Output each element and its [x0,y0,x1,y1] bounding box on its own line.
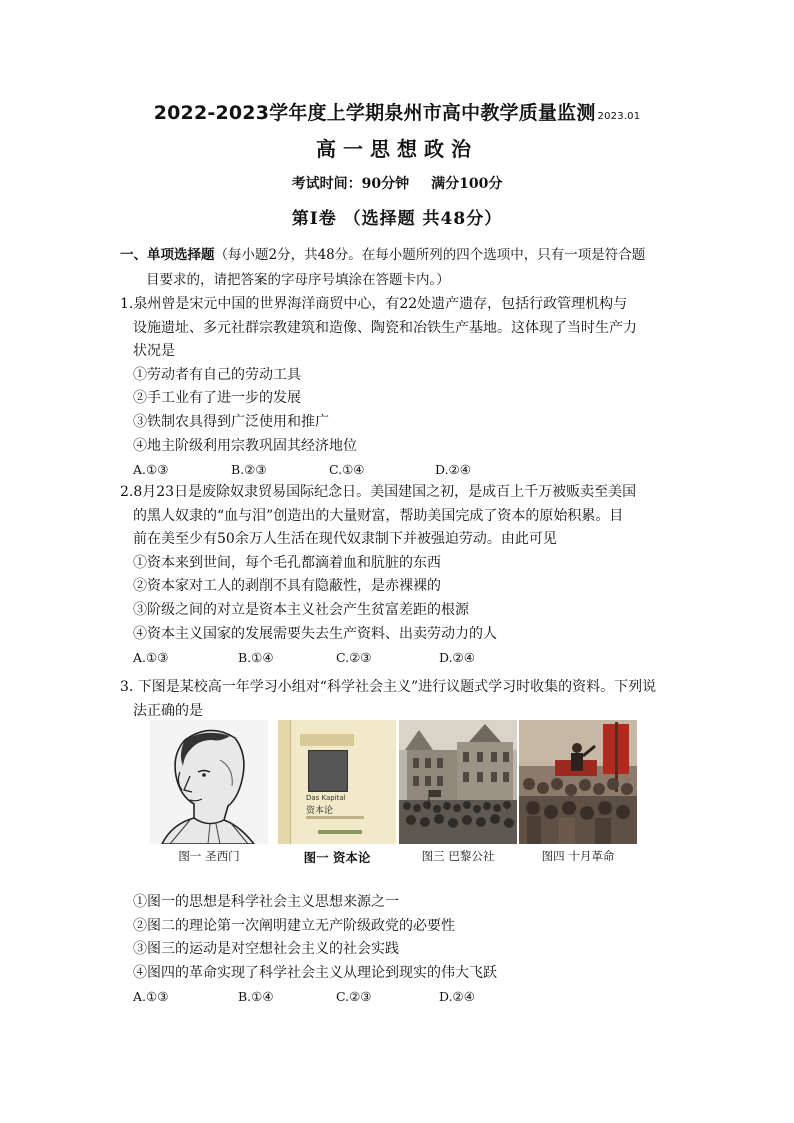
q1-stem-1: 1.泉州曾是宋元中国的世界海洋商贸中心，有22处遗产遗存，包括行政管理机构与 [120,296,628,312]
q3-choices [120,985,680,1009]
q2-choice-b: B.①④ [238,650,274,666]
figure-2-caption: 图一 资本论 [303,850,371,865]
q1-stem-2: 设施遗址、多元社群宗教建筑和造像、陶瓷和冶铁生产基地。这体现了当时生产力 [133,319,637,336]
q1-choice-d: D.②④ [435,462,471,478]
q3-option-4: ④图四的革命实现了科学社会主义从理论到现实的伟大飞跃 [133,964,497,981]
part-title: 第Ⅰ卷 （选择题 共48分） [291,209,503,229]
q3-option-2: ②图二的理论第一次阐明建立无产阶级政党的必要性 [133,917,455,934]
q1-choice-b: B.②③ [231,462,267,478]
exam-title [0,98,794,125]
october-revolution-image [519,720,637,844]
saint-simon-portrait-image [150,720,268,844]
q2-stem-3: 前在美至少有50余万人生活在现代奴隶制下并被强迫劳动。由此可见 [133,531,557,548]
q3-option-1: ①图一的思想是科学社会主义思想来源之一 [133,894,399,910]
figure-3-caption: 图三 巴黎公社 [421,849,495,863]
figure-4-caption: 图四 十月革命 [541,849,615,863]
q2-stem-1: 2.8月23日是废除奴隶贸易国际纪念日。美国建国之初，是成百上千万被贩卖至美国 [120,484,637,500]
question-2 [120,481,680,670]
q3-choice-b: B.①④ [238,989,274,1005]
question-1 [120,293,680,482]
section-lead: 一、单项选择题 [120,247,215,263]
das-kapital-book-image [278,720,396,844]
q3-choice-a: A.①③ [133,989,169,1005]
figure-1-caption: 图一 圣西门 [178,849,240,863]
q1-stem-3: 状况是 [133,343,175,360]
figure-das-kapital [278,720,396,865]
q3-stem-2: 法正确的是 [133,702,203,719]
paris-commune-image [399,720,517,844]
q2-choices [120,646,680,670]
section-text-2: 目要求的，请把答案的字母序号填涂在答题卡内。） [146,272,450,288]
q3-stem-1: 3. 下图是某校高一年学习小组对“科学社会主义”进行议题式学习时收集的资料。下列说 [120,679,657,695]
figure-saint-simon [150,720,268,863]
full-score: 满分100分 [431,176,503,192]
exam-time: 考试时间：90分钟 [291,176,410,192]
q3-options [120,891,680,1009]
q2-option-4: ④资本主义国家的发展需要失去生产资料、出卖劳动力的人 [133,625,497,642]
figure-paris-commune [399,720,517,863]
exam-info [0,173,794,193]
q3-choice-c: C.②③ [336,989,372,1005]
book-subtitle: Das Kapital [306,794,346,802]
q2-choice-c: C.②③ [336,650,372,666]
q3-option-3: ③图三的运动是对空想社会主义的社会实践 [133,941,399,958]
exam-title-text: 2022-2023学年度上学期泉州市高中教学质量监测 [153,102,596,124]
q2-choice-a: A.①③ [133,650,169,666]
marx-portrait-icon [308,750,348,792]
exam-date: 2023.01 [597,111,641,122]
q2-option-2: ②资本家对工人的剥削不具有隐蔽性，是赤裸裸的 [133,578,441,595]
subject-title: 高一思想政治 [316,137,478,161]
q2-choice-d: D.②④ [439,650,475,666]
q1-choice-c: C.①④ [329,462,365,478]
section-instructions [120,243,680,293]
question-3 [120,676,680,723]
figure-october-revolution [519,720,637,863]
q2-option-1: ①资本来到世间，每个毛孔都滴着血和肮脏的东西 [133,554,441,571]
q1-choices [120,458,680,482]
q2-option-3: ③阶级之间的对立是资本主义社会产生贫富差距的根源 [133,601,469,618]
q2-stem-2: 的黑人奴隶的“血与泪”创造出的大量财富，帮助美国完成了资本的原始积累。目 [133,507,624,524]
q1-option-3: ③铁制农具得到广泛使用和推广 [133,413,329,430]
q1-option-1: ①劳动者有自己的劳动工具 [133,366,301,383]
q1-option-4: ④地主阶级利用宗教巩固其经济地位 [133,437,357,454]
section-text-1: （每小题2分，共48分。在每小题所列的四个选项中，只有一项是符合题 [214,247,646,263]
q3-figures [150,720,650,865]
book-title: 资本论 [306,806,334,816]
q3-choice-d: D.②④ [439,989,475,1005]
q1-option-2: ②手工业有了进一步的发展 [133,390,301,407]
q1-choice-a: A.①③ [133,462,169,478]
